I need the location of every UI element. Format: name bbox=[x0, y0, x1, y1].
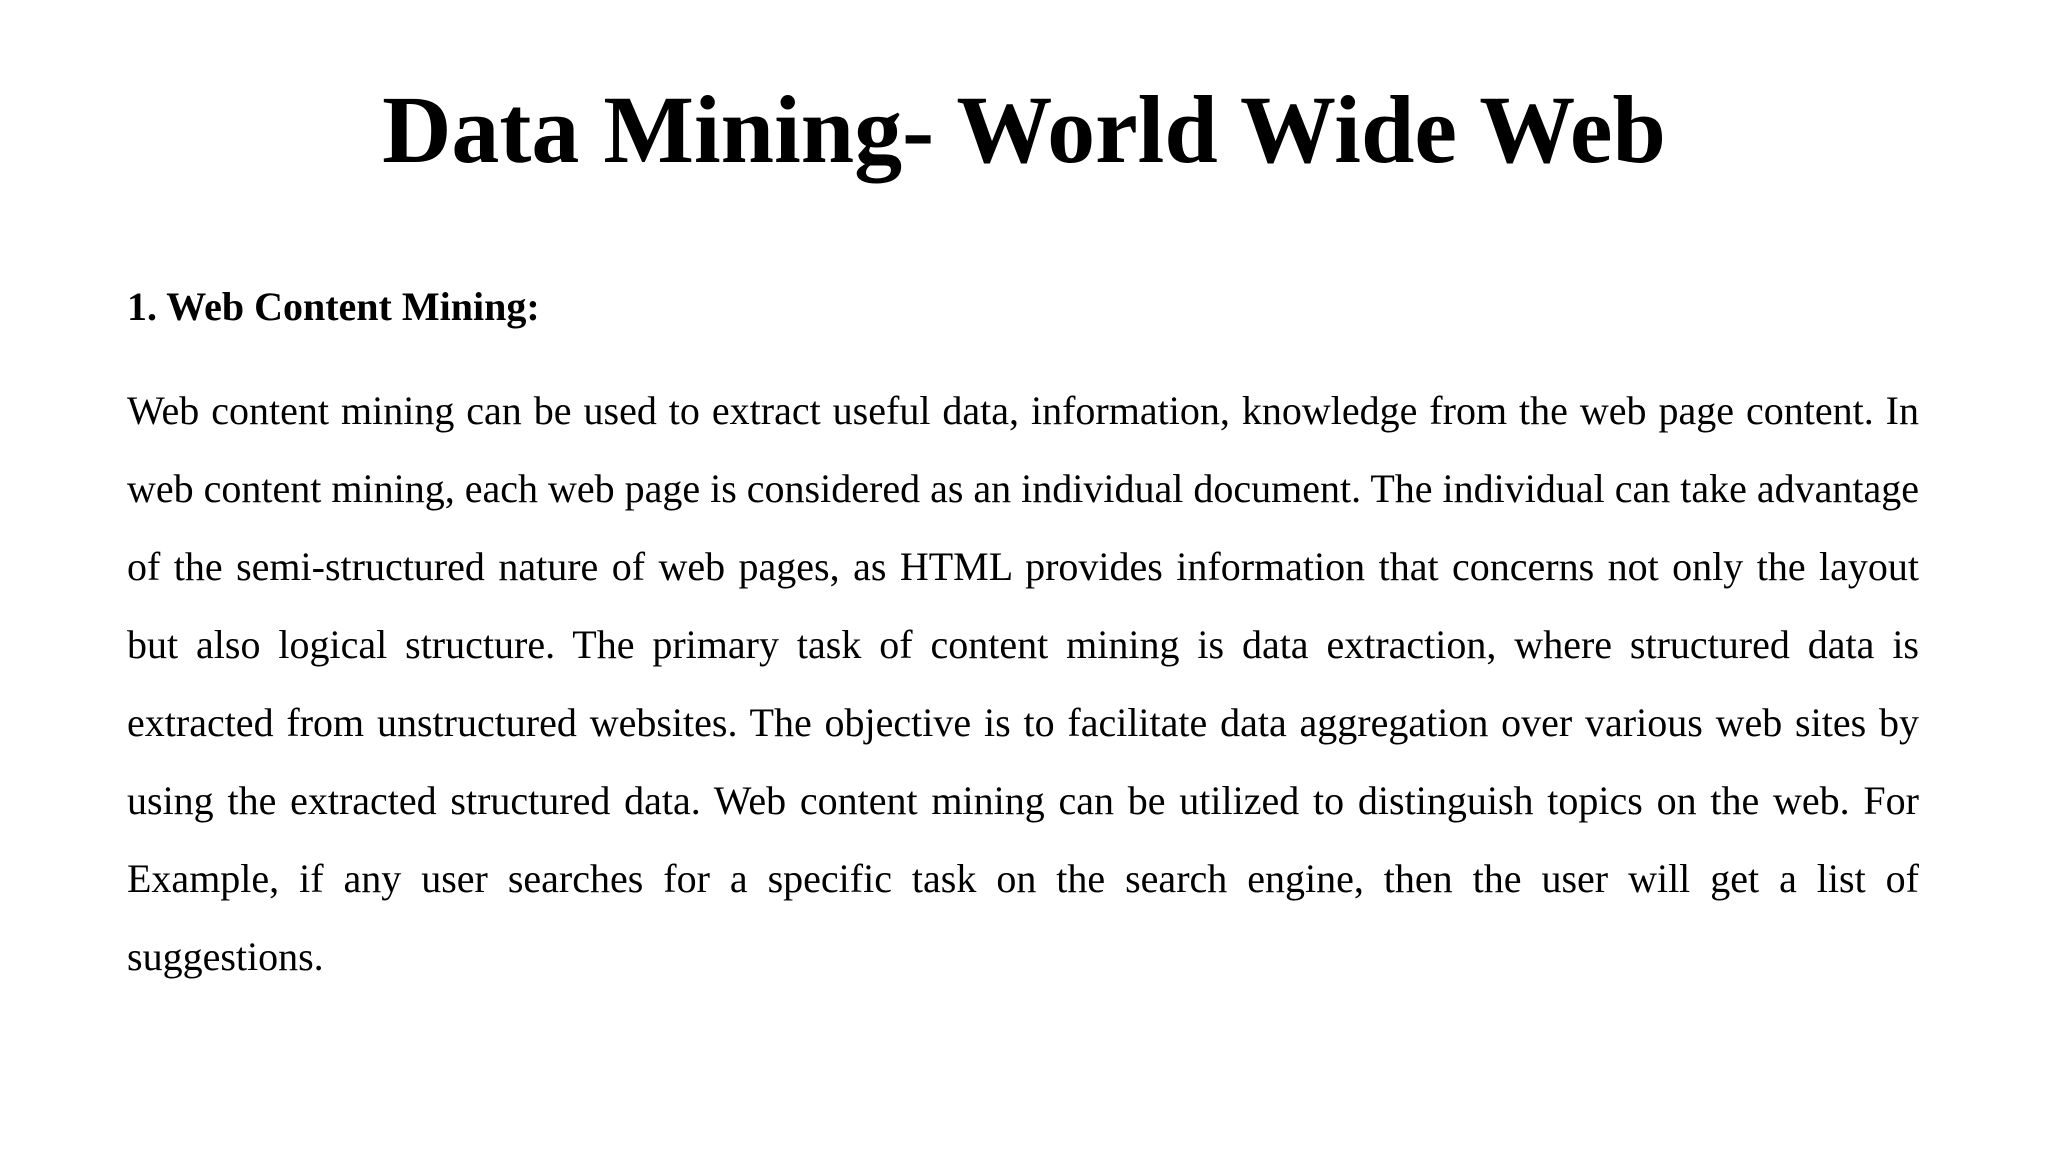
section-paragraph: Web content mining can be used to extract useful data, information, knowledge from the web page content. In web content mining, each web page is considered as an individual document. The individual can take advantage of the semi-structured nature of web pages, as HTML provides information that concerns not only the layout but also logical structure. The primary task of content mining is data extraction, where structured data is extracted from unstructured websites. The objective is to facilitate data aggregation over various web sites by using the extracted structured data. Web content mining can be utilized to distinguish topics on the web. For Example, if any user searches for a specific task on the search engine, then the user will get a list of suggestions. bbox=[127, 388, 1920, 979]
section-heading: 1. Web Content Mining: bbox=[127, 284, 540, 329]
slide-title: Data Mining- World Wide Web bbox=[382, 76, 1666, 183]
